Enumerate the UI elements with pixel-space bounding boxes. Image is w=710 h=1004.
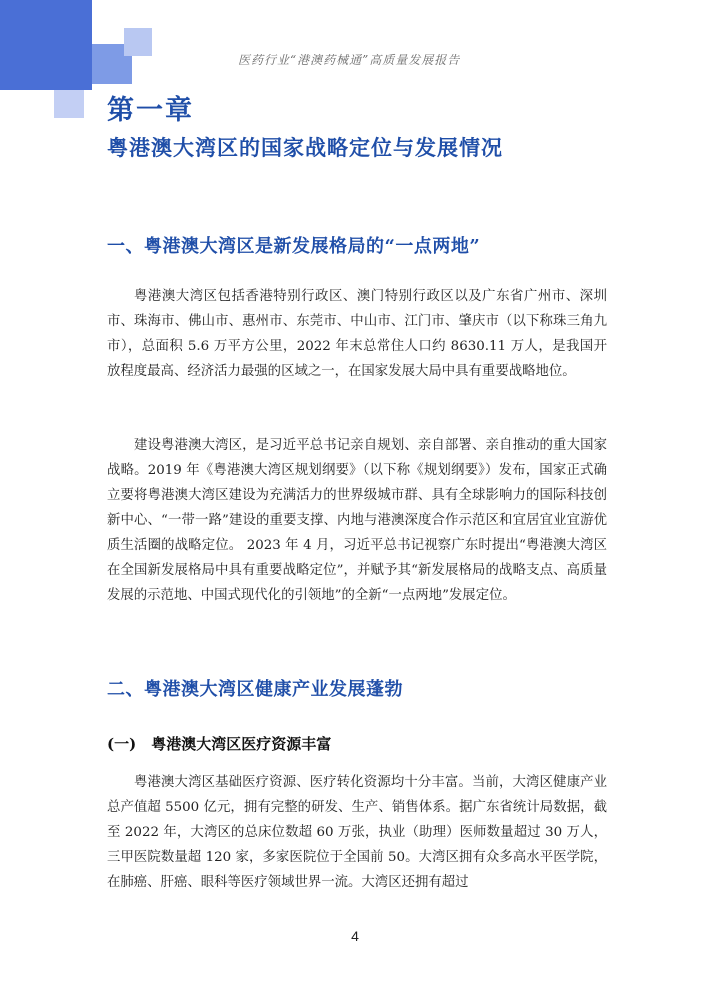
chapter-label: 第一章 xyxy=(107,95,194,126)
corner-decoration-block-small xyxy=(124,28,152,56)
running-header: 医药行业“港澳药械通”高质量发展报告 xyxy=(238,53,461,67)
corner-decoration-block-large xyxy=(0,0,92,90)
section-1-paragraph-1: 粤港澳大湾区包括香港特别行政区、澳门特别行政区以及广东省广州市、深圳市、珠海市、佛山市、惠州市、东莞市、中山市、江门市、肇庆市（以下称珠三角九市），总面积 5.6 万平方公里，2022 年末总常住人口约 8630.11 万人，是我国开放程度最高、经济活力最强的区域之一，在国家发展大局中具有重要战略地位。 xyxy=(107,289,607,379)
section-1-paragraph-2: 建设粤港澳大湾区，是习近平总书记亲自规划、亲自部署、亲自推动的重大国家战略。2019 年《粤港澳大湾区规划纲要》（以下称《规划纲要》）发布，国家正式确立要将粤港澳大湾区建设为充满活力的世界级城市群、具有全球影响力的国际科技创新中心、“一带一路”建设的重要支撑、内地与港澳深度合作示范区和宜居宜业宜游优质生活圈的战略定位。 2023 年 4 月，习近平总书记视察广东时提出“粤港澳大湾区在全国新发展格局中具有重要战略定位”，并赋予其“新发展格局的战略支点、高质量发展的示范地、中国式现代化的引领地”的全新“一点两地”发展定位。 xyxy=(107,438,607,603)
section-2-heading: 二、粤港澳大湾区健康产业发展蓬勃 xyxy=(107,679,403,700)
subsection-1-heading: (一) 粤港澳大湾区医疗资源丰富 xyxy=(107,735,332,753)
page-number: 4 xyxy=(351,928,359,944)
chapter-title: 粤港澳大湾区的国家战略定位与发展情况 xyxy=(107,135,503,160)
corner-decoration-block-pale xyxy=(54,90,84,118)
section-1-heading: 一、粤港澳大湾区是新发展格局的“一点两地” xyxy=(107,236,481,257)
subsection-1-paragraph-1: 粤港澳大湾区基础医疗资源、医疗转化资源均十分丰富。当前，大湾区健康产业总产值超 5500 亿元，拥有完整的研发、生产、销售体系。据广东省统计局数据，截至 2022 年，大湾区的总床位数超 60 万张，执业（助理）医师数量超过 30 万人，三甲医院数量超 120 家，多家医院位于全国前 50。大湾区拥有众多高水平医学院，在肺癌、肝癌、眼科等医疗领域世界一流。大湾区还拥有超过 xyxy=(107,775,607,890)
